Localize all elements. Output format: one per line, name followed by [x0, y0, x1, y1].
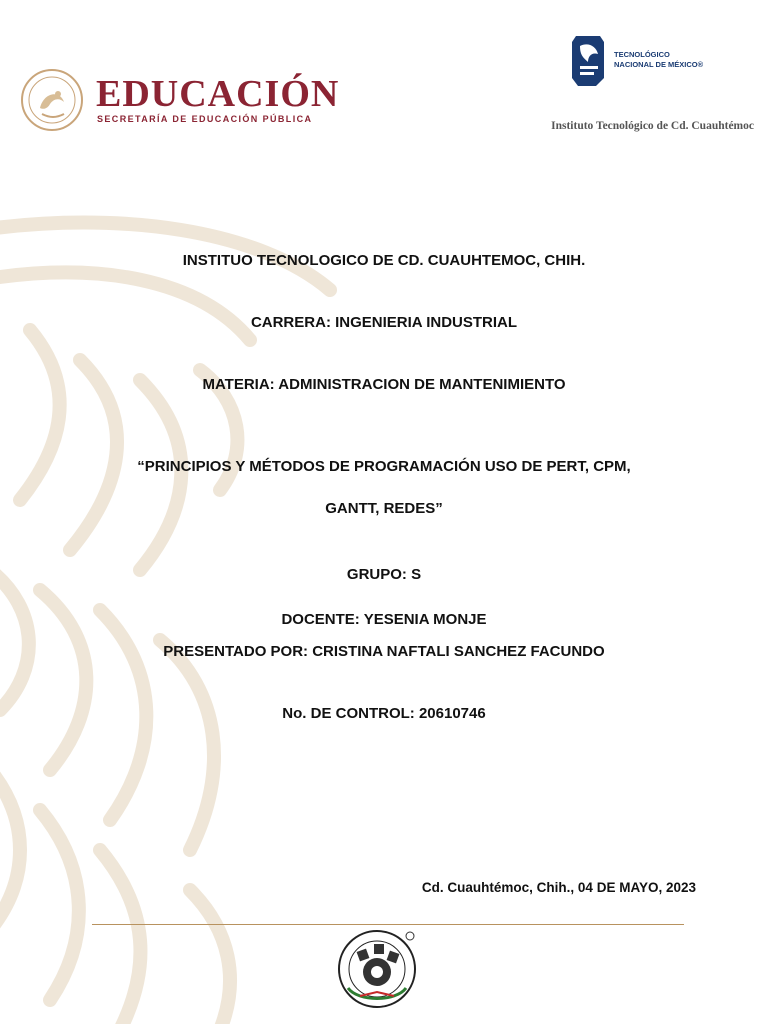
sep-title: EDUCACIÓN	[96, 73, 340, 115]
career-line: CARRERA: INGENIERIA INDUSTRIAL	[250, 314, 518, 331]
tecnm-logo	[570, 32, 750, 90]
institution-line: INSTITUO TECNOLOGICO DE CD. CUAUHTEMOC, CHIH.	[182, 252, 586, 269]
itcc-emblem-icon	[334, 926, 420, 1012]
title-line-1: “PRINCIPIOS Y MÉTODOS DE PROGRAMACIÓN USO DE PERT, CPM,	[137, 458, 631, 475]
institute-header: Instituto Tecnológico de Cd. Cuauhtémoc	[551, 120, 754, 132]
mexico-eagle-seal-icon	[20, 68, 84, 132]
date-place-line: Cd. Cuauhtémoc, Chih., 04 DE MAYO, 2023	[421, 880, 696, 895]
sep-logo	[20, 64, 340, 136]
teacher-line: DOCENTE: YESENIA MONJE	[281, 611, 487, 628]
control-number-line: No. DE CONTROL: 20610746	[282, 705, 486, 722]
sep-subtitle: SECRETARÍA DE EDUCACIÓN PÚBLICA	[97, 114, 313, 124]
group-line: GRUPO: S	[346, 566, 422, 583]
tecnm-line-1: TECNOLÓGICO	[614, 50, 670, 59]
title-line-2: GANTT, REDES”	[325, 500, 443, 517]
tecnm-line-2: NACIONAL DE MÉXICO®	[614, 60, 704, 69]
presenter-line: PRESENTADO POR: CRISTINA NAFTALI SANCHEZ FACUNDO	[163, 643, 605, 660]
eagle-watermark	[0, 170, 768, 1024]
tecnm-wordmark	[614, 50, 703, 70]
subject-line: MATERIA: ADMINISTRACION DE MANTENIMIENTO	[202, 376, 566, 393]
tecnm-gear-eagle-icon	[570, 32, 610, 88]
footer-divider	[92, 924, 684, 925]
